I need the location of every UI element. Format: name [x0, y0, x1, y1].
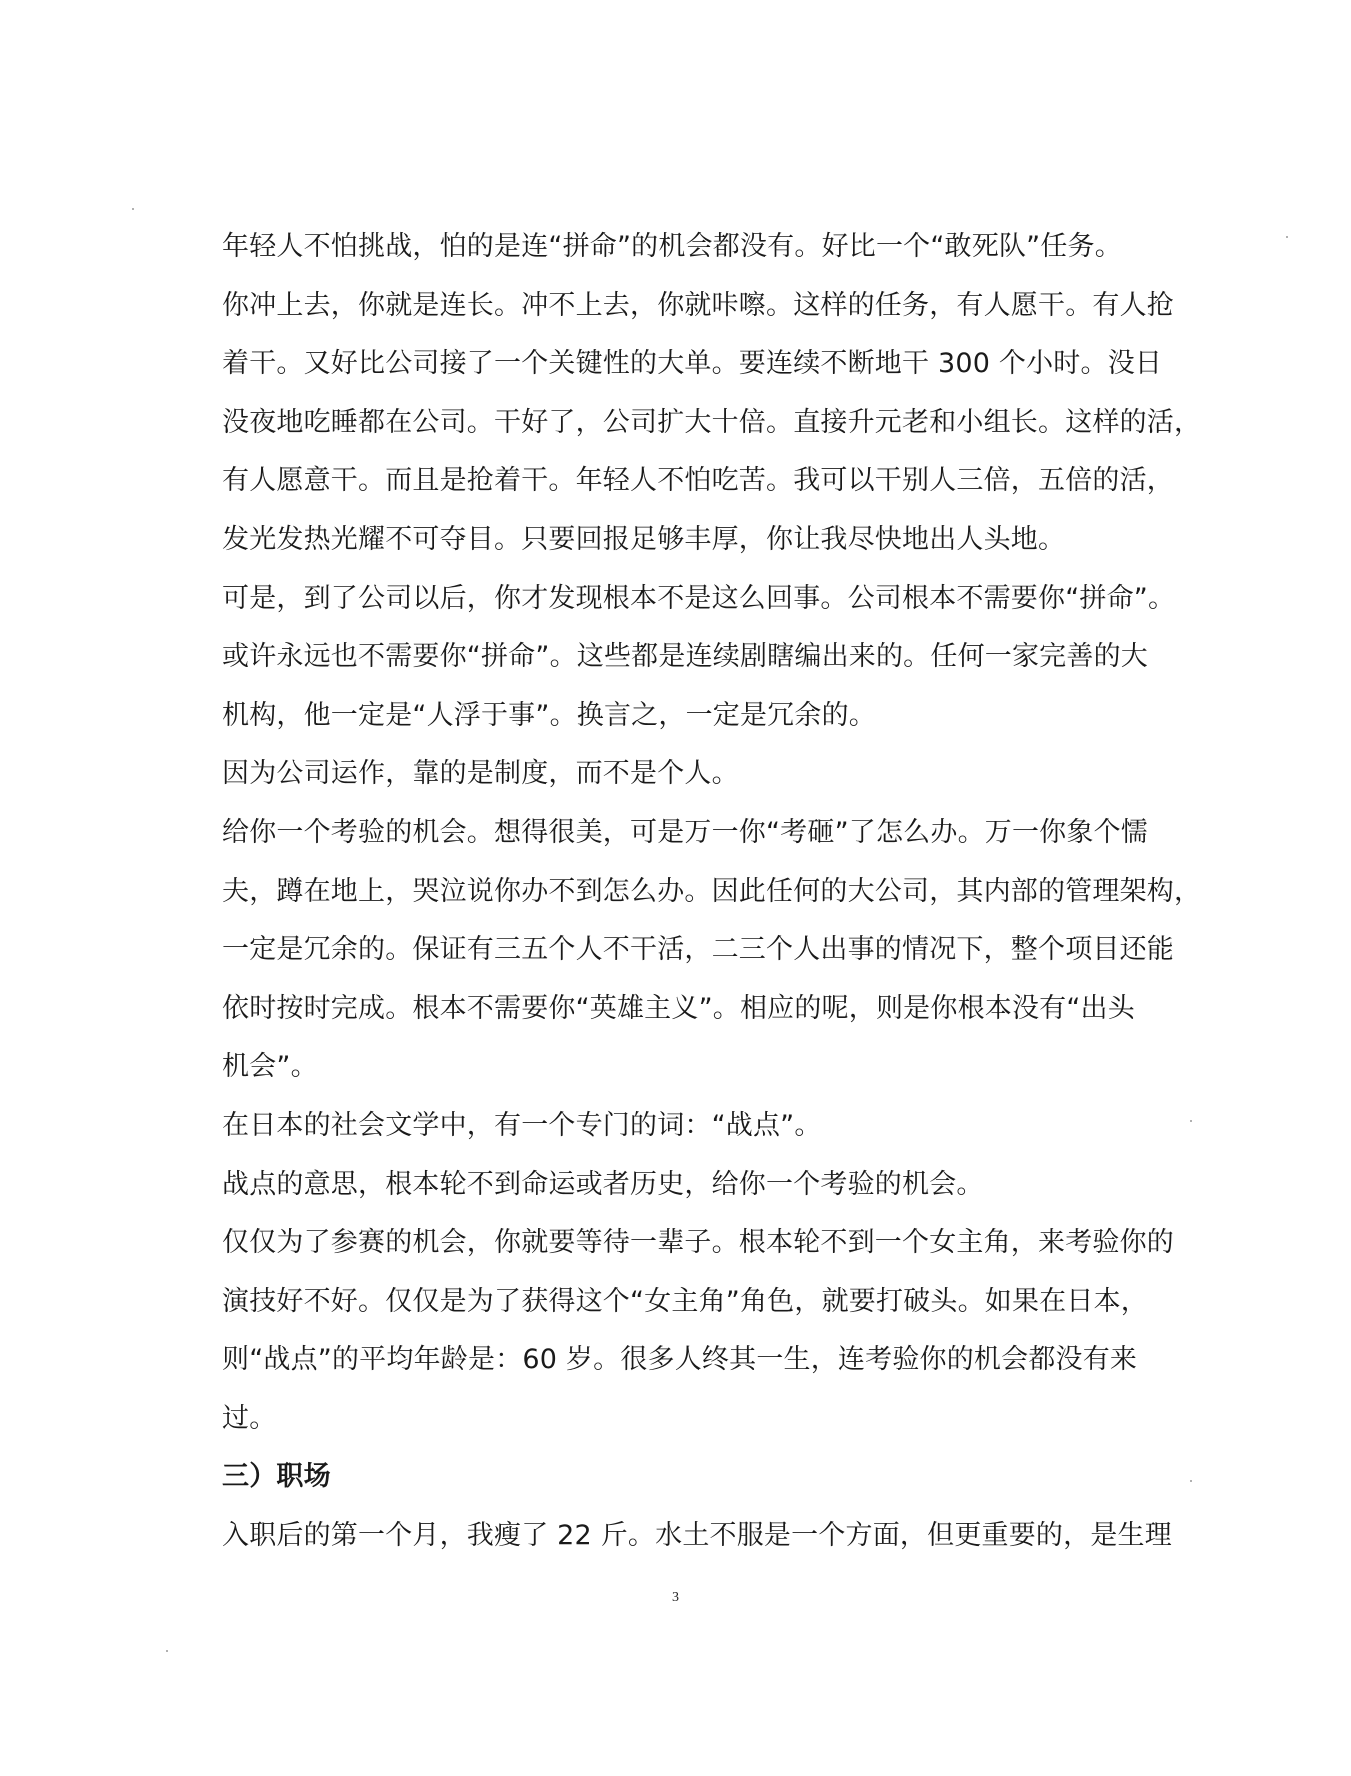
- text-line: 过。: [222, 1402, 277, 1434]
- text-line: 因为公司运作，靠的是制度，而不是个人。: [222, 758, 739, 790]
- text-line: 夫，蹲在地上，哭泣说你办不到怎么办。因此任何的大公司，其内部的管理架构，: [222, 875, 1202, 907]
- section-heading: 三）职场: [222, 1461, 331, 1493]
- scan-speck: [1286, 236, 1288, 238]
- text-line: 战点的意思，根本轮不到命运或者历史，给你一个考验的机会。: [222, 1168, 984, 1200]
- text-line: 仅仅为了参赛的机会，你就要等待一辈子。根本轮不到一个女主角，来考验你的: [222, 1227, 1174, 1259]
- scan-speck: [1190, 1120, 1192, 1122]
- body-text: [222, 218, 1242, 1566]
- text-line: 机会”。: [222, 1051, 318, 1083]
- text-line: 依时按时完成。根本不需要你“英雄主义”。相应的呢，则是你根本没有“出头: [222, 992, 1135, 1024]
- text-line: 你冲上去，你就是连长。冲不上去，你就咔嚓。这样的任务，有人愿干。有人抢: [222, 289, 1174, 321]
- text-line: 则“战点”的平均年龄是：60 岁。很多人终其一生，连考验你的机会都没有来: [222, 1344, 1138, 1376]
- scan-speck: [132, 208, 134, 210]
- text-line: 给你一个考验的机会。想得很美，可是万一你“考砸”了怎么办。万一你象个懦: [222, 816, 1148, 848]
- text-line: 入职后的第一个月，我瘦了 22 斤。水土不服是一个方面，但更重要的，是生理: [222, 1520, 1172, 1552]
- page-number: 3: [672, 1590, 679, 1605]
- text-line: 或许永远也不需要你“拼命”。这些都是连续剧瞎编出来的。任何一家完善的大: [222, 641, 1148, 673]
- text-line: 演技好不好。仅仅是为了获得这个“女主角”角色，就要打破头。如果在日本，: [222, 1285, 1148, 1317]
- text-line: 年轻人不怕挑战，怕的是连“拼命”的机会都没有。好比一个“敢死队”任务。: [222, 231, 1122, 262]
- text-line: 可是，到了公司以后，你才发现根本不是这么回事。公司根本不需要你“拼命”。: [222, 582, 1176, 614]
- text-line: 没夜地吃睡都在公司。干好了，公司扩大十倍。直接升元老和小组长。这样的活，: [222, 406, 1202, 438]
- scan-speck: [166, 1650, 168, 1652]
- scan-speck: [1190, 1480, 1192, 1482]
- text-line: 在日本的社会文学中，有一个专门的词：“战点”。: [222, 1109, 822, 1141]
- text-line: 有人愿意干。而且是抢着干。年轻人不怕吃苦。我可以干别人三倍，五倍的活，: [222, 465, 1174, 497]
- text-line: 着干。又好比公司接了一个关键性的大单。要连续不断地干 300 个小时。没日: [222, 348, 1163, 380]
- text-line: 一定是冗余的。保证有三五个人不干活，二三个人出事的情况下，整个项目还能: [222, 934, 1174, 966]
- text-line: 发光发热光耀不可夺目。只要回报足够丰厚，你让我尽快地出人头地。: [222, 523, 1066, 555]
- text-line: 机构，他一定是“人浮于事”。换言之，一定是冗余的。: [222, 699, 876, 731]
